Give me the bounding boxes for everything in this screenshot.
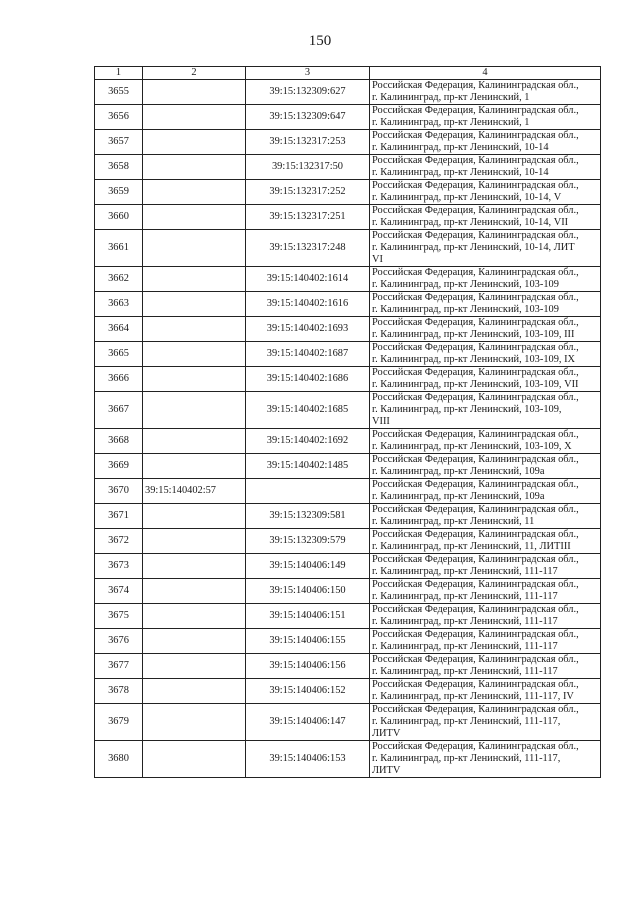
row-number-cell: 3666 <box>95 367 143 392</box>
address-cell <box>370 230 601 267</box>
row-number-cell: 3657 <box>95 130 143 155</box>
row-number-cell: 3663 <box>95 292 143 317</box>
table-row <box>95 292 601 317</box>
address-line: Российская Федерация, Калининградская обл., <box>372 429 579 440</box>
address-line: г. Калининград, пр-кт Ленинский, 103-109 <box>372 279 559 290</box>
address-line: Российская Федерация, Калининградская обл., <box>372 367 579 378</box>
cadastral-number-cell: 39:15:140402:1686 <box>246 367 370 392</box>
table-row <box>95 454 601 479</box>
address-line: Российская Федерация, Калининградская обл., <box>372 230 579 241</box>
cadastral-number-cell: 39:15:132317:50 <box>246 155 370 180</box>
column-header-2: 2 <box>143 67 246 80</box>
address-line: Российская Федерация, Калининградская обл., <box>372 292 579 303</box>
address-line: г. Калининград, пр-кт Ленинский, 10-14, ЛИТ <box>372 242 575 253</box>
table-row <box>95 679 601 704</box>
address-line: Российская Федерация, Калининградская обл., <box>372 741 579 752</box>
cadastral-number-cell: 39:15:140406:147 <box>246 704 370 741</box>
address-cell <box>370 105 601 130</box>
table-row <box>95 155 601 180</box>
address-cell <box>370 654 601 679</box>
address-line: г. Калининград, пр-кт Ленинский, 103-109, III <box>372 329 575 340</box>
land-cadastral-number-cell <box>143 155 246 180</box>
address-line: г. Калининград, пр-кт Ленинский, 1 <box>372 117 530 128</box>
table-row <box>95 504 601 529</box>
land-cadastral-number-cell <box>143 342 246 367</box>
row-number-cell: 3671 <box>95 504 143 529</box>
address-cell <box>370 317 601 342</box>
cadastral-number-cell: 39:15:140402:1693 <box>246 317 370 342</box>
cadastral-number-cell: 39:15:140406:149 <box>246 554 370 579</box>
address-line: Российская Федерация, Калининградская обл., <box>372 267 579 278</box>
address-line: Российская Федерация, Калининградская обл., <box>372 604 579 615</box>
land-cadastral-number-cell <box>143 392 246 429</box>
row-number-cell: 3667 <box>95 392 143 429</box>
table-row <box>95 317 601 342</box>
address-cell <box>370 704 601 741</box>
address-cell <box>370 267 601 292</box>
address-line: Российская Федерация, Калининградская обл., <box>372 80 579 91</box>
address-cell <box>370 554 601 579</box>
land-cadastral-number-cell <box>143 704 246 741</box>
address-cell <box>370 454 601 479</box>
address-line: Российская Федерация, Калининградская обл., <box>372 180 579 191</box>
table-row <box>95 105 601 130</box>
address-line: г. Калининград, пр-кт Ленинский, 103-109, VII <box>372 379 579 390</box>
land-cadastral-number-cell <box>143 579 246 604</box>
cadastral-number-cell: 39:15:140402:1616 <box>246 292 370 317</box>
table-row <box>95 704 601 741</box>
row-number-cell: 3665 <box>95 342 143 367</box>
cadastral-number-cell: 39:15:132309:581 <box>246 504 370 529</box>
cadastral-number-cell: 39:15:140402:1692 <box>246 429 370 454</box>
table-row <box>95 180 601 205</box>
row-number-cell: 3658 <box>95 155 143 180</box>
address-line: Российская Федерация, Калининградская обл., <box>372 317 579 328</box>
row-number-cell: 3675 <box>95 604 143 629</box>
address-line: г. Калининград, пр-кт Ленинский, 11 <box>372 516 535 527</box>
cadastral-number-cell: 39:15:132317:251 <box>246 205 370 230</box>
table-row <box>95 741 601 778</box>
address-cell <box>370 429 601 454</box>
table-row <box>95 367 601 392</box>
address-line: Российская Федерация, Калининградская обл., <box>372 105 579 116</box>
address-cell <box>370 679 601 704</box>
land-cadastral-number-cell <box>143 629 246 654</box>
address-line: Российская Федерация, Калининградская обл., <box>372 454 579 465</box>
row-number-cell: 3664 <box>95 317 143 342</box>
table-row <box>95 392 601 429</box>
table-row <box>95 529 601 554</box>
address-cell <box>370 529 601 554</box>
address-line: г. Калининград, пр-кт Ленинский, 109а <box>372 466 545 477</box>
row-number-cell: 3678 <box>95 679 143 704</box>
cadastral-number-cell: 39:15:140402:1614 <box>246 267 370 292</box>
land-cadastral-number-cell <box>143 504 246 529</box>
land-cadastral-number-cell <box>143 741 246 778</box>
table-row <box>95 554 601 579</box>
cadastral-number-cell: 39:15:132317:253 <box>246 130 370 155</box>
address-line: г. Калининград, пр-кт Ленинский, 1 <box>372 92 530 103</box>
row-number-cell: 3655 <box>95 80 143 105</box>
address-line: г. Калининград, пр-кт Ленинский, 103-109, <box>372 404 562 415</box>
land-cadastral-number-cell <box>143 367 246 392</box>
cadastral-number-cell: 39:15:140406:150 <box>246 579 370 604</box>
row-number-cell: 3673 <box>95 554 143 579</box>
cadastral-number-cell: 39:15:140406:151 <box>246 604 370 629</box>
cadastral-number-cell <box>246 479 370 504</box>
land-cadastral-number-cell <box>143 292 246 317</box>
land-cadastral-number-cell <box>143 130 246 155</box>
row-number-cell: 3656 <box>95 105 143 130</box>
row-number-cell: 3670 <box>95 479 143 504</box>
land-cadastral-number-cell <box>143 80 246 105</box>
address-line: Российская Федерация, Калининградская обл., <box>372 629 579 640</box>
address-line: Российская Федерация, Калининградская обл., <box>372 504 579 515</box>
address-line: г. Калининград, пр-кт Ленинский, 11, ЛИТIII <box>372 541 571 552</box>
cadastral-number-cell: 39:15:140402:1685 <box>246 392 370 429</box>
table-row <box>95 604 601 629</box>
address-cell <box>370 392 601 429</box>
address-line: г. Калининград, пр-кт Ленинский, 103-109, IX <box>372 354 576 365</box>
address-line: Российская Федерация, Калининградская обл., <box>372 342 579 353</box>
cadastral-number-cell: 39:15:140406:155 <box>246 629 370 654</box>
address-cell <box>370 80 601 105</box>
table-row <box>95 479 601 504</box>
address-line: Российская Федерация, Калининградская обл., <box>372 579 579 590</box>
row-number-cell: 3668 <box>95 429 143 454</box>
row-number-cell: 3672 <box>95 529 143 554</box>
cadastral-number-cell: 39:15:132309:647 <box>246 105 370 130</box>
address-line: г. Калининград, пр-кт Ленинский, 103-109 <box>372 304 559 315</box>
table-body <box>95 80 601 778</box>
land-cadastral-number-cell <box>143 679 246 704</box>
address-line: г. Калининград, пр-кт Ленинский, 111-117, IV <box>372 691 574 702</box>
land-cadastral-number-cell <box>143 529 246 554</box>
row-number-cell: 3662 <box>95 267 143 292</box>
table-row <box>95 205 601 230</box>
row-number-cell: 3659 <box>95 180 143 205</box>
address-line: г. Калининград, пр-кт Ленинский, 109а <box>372 491 545 502</box>
land-cadastral-number-cell <box>143 604 246 629</box>
address-cell <box>370 205 601 230</box>
land-cadastral-number-cell <box>143 654 246 679</box>
land-cadastral-number-cell <box>143 105 246 130</box>
table-row <box>95 267 601 292</box>
column-header-4: 4 <box>370 67 601 80</box>
address-line: г. Калининград, пр-кт Ленинский, 111-117 <box>372 616 558 627</box>
address-line: г. Калининград, пр-кт Ленинский, 111-117 <box>372 566 558 577</box>
address-line: Российская Федерация, Калининградская обл., <box>372 205 579 216</box>
address-cell <box>370 479 601 504</box>
land-cadastral-number-cell <box>143 454 246 479</box>
address-cell <box>370 292 601 317</box>
row-number-cell: 3676 <box>95 629 143 654</box>
table-row <box>95 654 601 679</box>
registry-table <box>94 66 601 778</box>
address-cell <box>370 579 601 604</box>
cadastral-number-cell: 39:15:132309:579 <box>246 529 370 554</box>
address-cell <box>370 130 601 155</box>
table-row <box>95 579 601 604</box>
cadastral-number-cell: 39:15:132317:252 <box>246 180 370 205</box>
column-header-1: 1 <box>95 67 143 80</box>
cadastral-number-cell: 39:15:140402:1687 <box>246 342 370 367</box>
address-line: VI <box>372 254 383 265</box>
land-cadastral-number-cell <box>143 317 246 342</box>
address-line: г. Калининград, пр-кт Ленинский, 10-14 <box>372 167 549 178</box>
table-row <box>95 429 601 454</box>
address-line: Российская Федерация, Калининградская обл., <box>372 704 579 715</box>
address-line: ЛИТV <box>372 728 401 739</box>
address-cell <box>370 155 601 180</box>
address-line: г. Калининград, пр-кт Ленинский, 111-117 <box>372 666 558 677</box>
table-row <box>95 130 601 155</box>
table-row <box>95 342 601 367</box>
address-cell <box>370 629 601 654</box>
address-line: г. Калининград, пр-кт Ленинский, 10-14 <box>372 142 549 153</box>
cadastral-number-cell: 39:15:132309:627 <box>246 80 370 105</box>
address-cell <box>370 604 601 629</box>
cadastral-number-cell: 39:15:140406:153 <box>246 741 370 778</box>
land-cadastral-number-cell <box>143 267 246 292</box>
row-number-cell: 3680 <box>95 741 143 778</box>
address-line: г. Калининград, пр-кт Ленинский, 10-14, V <box>372 192 562 203</box>
address-line: Российская Федерация, Калининградская обл., <box>372 554 579 565</box>
address-cell <box>370 342 601 367</box>
address-line: г. Калининград, пр-кт Ленинский, 111-117 <box>372 641 558 652</box>
address-line: VIII <box>372 416 390 427</box>
cadastral-number-cell: 39:15:140406:152 <box>246 679 370 704</box>
row-number-cell: 3677 <box>95 654 143 679</box>
cadastral-number-cell: 39:15:132317:248 <box>246 230 370 267</box>
land-cadastral-number-cell <box>143 429 246 454</box>
address-cell <box>370 367 601 392</box>
address-line: Российская Федерация, Калининградская обл., <box>372 654 579 665</box>
row-number-cell: 3661 <box>95 230 143 267</box>
row-number-cell: 3660 <box>95 205 143 230</box>
address-line: г. Калининград, пр-кт Ленинский, 111-117, <box>372 716 561 727</box>
address-line: г. Калининград, пр-кт Ленинский, 111-117, <box>372 753 561 764</box>
row-number-cell: 3679 <box>95 704 143 741</box>
address-line: ЛИТV <box>372 765 401 776</box>
table-header-row <box>95 67 601 80</box>
address-cell <box>370 504 601 529</box>
table-row <box>95 80 601 105</box>
address-line: Российская Федерация, Калининградская обл., <box>372 130 579 141</box>
address-line: Российская Федерация, Калининградская обл., <box>372 155 579 166</box>
row-number-cell: 3669 <box>95 454 143 479</box>
land-cadastral-number-cell: 39:15:140402:57 <box>143 479 246 504</box>
address-line: Российская Федерация, Калининградская обл., <box>372 479 579 490</box>
table-row <box>95 230 601 267</box>
address-line: Российская Федерация, Калининградская обл., <box>372 392 579 403</box>
address-line: г. Калининград, пр-кт Ленинский, 111-117 <box>372 591 558 602</box>
address-line: г. Калининград, пр-кт Ленинский, 103-109, X <box>372 441 572 452</box>
address-line: г. Калининград, пр-кт Ленинский, 10-14, VII <box>372 217 569 228</box>
cadastral-number-cell: 39:15:140402:1485 <box>246 454 370 479</box>
cadastral-number-cell: 39:15:140406:156 <box>246 654 370 679</box>
land-cadastral-number-cell <box>143 554 246 579</box>
land-cadastral-number-cell <box>143 180 246 205</box>
page-number: 150 <box>308 33 332 49</box>
address-line: Российская Федерация, Калининградская обл., <box>372 529 579 540</box>
column-header-3: 3 <box>246 67 370 80</box>
address-cell <box>370 180 601 205</box>
land-cadastral-number-cell <box>143 230 246 267</box>
address-cell <box>370 741 601 778</box>
row-number-cell: 3674 <box>95 579 143 604</box>
address-line: Российская Федерация, Калининградская обл., <box>372 679 579 690</box>
land-cadastral-number-cell <box>143 205 246 230</box>
table-row <box>95 629 601 654</box>
